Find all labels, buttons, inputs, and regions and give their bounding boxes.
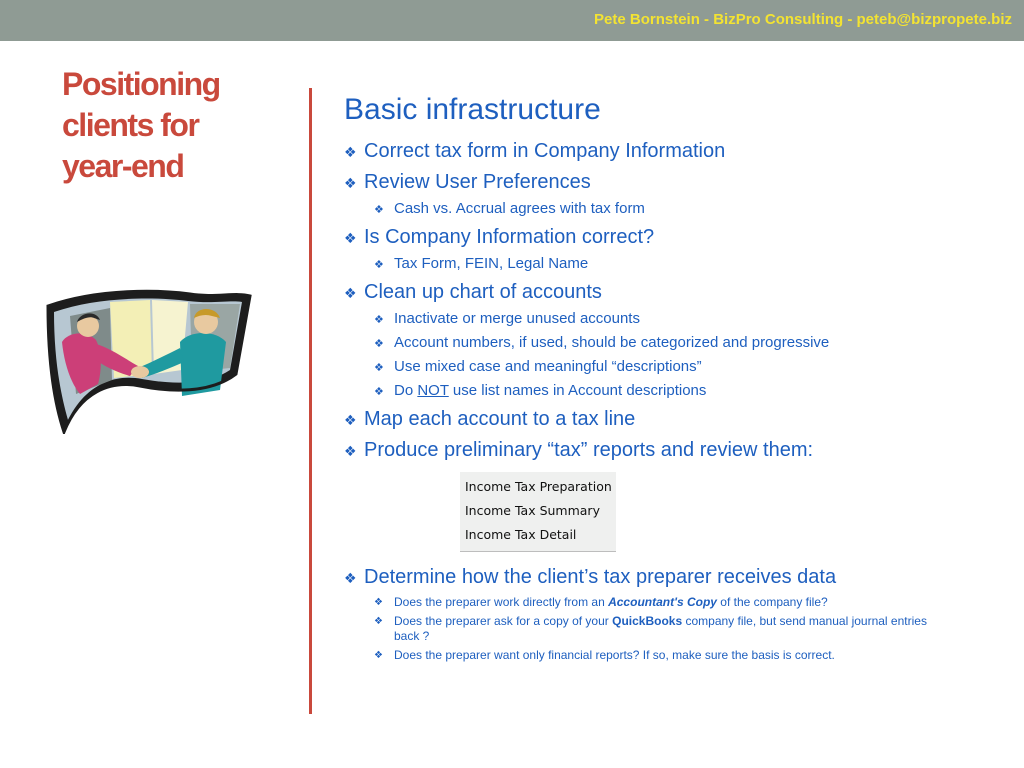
bullet-item [344, 564, 964, 591]
sub-bullet-text: Cash vs. Accrual agrees with tax form [394, 200, 645, 217]
bullet-text: Is Company Information correct? [364, 226, 655, 248]
sub-bullet-item [344, 333, 964, 354]
sub-bullet-item [344, 309, 964, 330]
sub-bullet-item [344, 648, 964, 663]
bullet-item [344, 437, 964, 464]
text-segment: of the company file? [716, 595, 828, 609]
menu-item-income-tax-detail: Income Tax Detail [465, 527, 577, 542]
diamond-bullet-icon: ❖ [344, 144, 357, 160]
sub-bullet-item [344, 199, 964, 220]
content-heading: Basic infrastructure [344, 93, 601, 126]
header-bar [0, 0, 1024, 41]
header-contact-text: Pete Bornstein - BizPro Consulting - peteb@bizpropete.biz [594, 11, 1012, 28]
menu-item-income-tax-summary: Income Tax Summary [465, 503, 600, 518]
sub-bullet-item [344, 381, 964, 402]
diamond-bullet-icon: ❖ [374, 338, 384, 350]
sub-bullet-text: Use mixed case and meaningful “descriptions” [394, 358, 702, 375]
bullet-text: Produce preliminary “tax” reports and review them: [364, 439, 814, 461]
bullet-text: Correct tax form in Company Information [364, 140, 726, 162]
text-segment: Do [394, 382, 418, 399]
sub-bullet-text: Account numbers, if used, should be categorized and progressive [394, 334, 830, 351]
bullet-text: Clean up chart of accounts [364, 281, 602, 303]
sub-bullet-item [344, 614, 964, 644]
diamond-bullet-icon: ❖ [374, 616, 383, 627]
handshake-clipart-icon [40, 282, 254, 434]
diamond-bullet-icon: ❖ [374, 650, 383, 661]
slide-title [62, 64, 282, 187]
diamond-bullet-icon: ❖ [344, 570, 357, 586]
sub-bullet-item [344, 595, 964, 610]
menu-item-income-tax-preparation: Income Tax Preparation [465, 479, 612, 494]
sub-bullet-text: Tax Form, FEIN, Legal Name [394, 255, 589, 272]
diamond-bullet-icon: ❖ [374, 597, 383, 608]
sub-bullet-item [344, 254, 964, 275]
sub-bullet-text [394, 595, 828, 610]
emphasis-quickbooks: QuickBooks [612, 614, 683, 628]
sub-bullet-text [394, 614, 954, 644]
diamond-bullet-icon: ❖ [374, 204, 384, 216]
bullet-list [344, 134, 964, 663]
sub-bullet-text [394, 381, 706, 401]
sub-bullet-text: Does the preparer want only financial reports? If so, make sure the basis is correct. [394, 648, 835, 662]
bullet-text: Review User Preferences [364, 171, 591, 193]
slide-title-line: clients for [62, 107, 199, 143]
text-segment: Does the preparer work directly from an [394, 595, 609, 609]
bullet-item [344, 138, 964, 165]
diamond-bullet-icon: ❖ [344, 175, 357, 191]
diamond-bullet-icon: ❖ [374, 259, 384, 271]
diamond-bullet-icon: ❖ [344, 230, 357, 246]
slide-title-line: Positioning [62, 66, 220, 102]
text-segment: Does the preparer ask for a copy of your [394, 614, 613, 628]
bullet-item [344, 169, 964, 196]
sub-bullet-text: Inactivate or merge unused accounts [394, 310, 640, 327]
bullet-text: Determine how the client’s tax preparer receives data [364, 566, 837, 588]
slide-title-line: year-end [62, 148, 184, 184]
bullet-item [344, 224, 964, 251]
diamond-bullet-icon: ❖ [344, 412, 357, 428]
diamond-bullet-icon: ❖ [374, 362, 384, 374]
bullet-item [344, 279, 964, 306]
bullet-text: Map each account to a tax line [364, 408, 636, 430]
emphasis-accountants-copy: Accountant's Copy [608, 595, 717, 609]
vertical-divider [309, 88, 312, 714]
text-segment: company file, but send manual journal entries back ? [394, 614, 927, 643]
diamond-bullet-icon: ❖ [344, 443, 357, 459]
reports-menu-screenshot [460, 472, 616, 552]
bullet-item [344, 406, 964, 433]
diamond-bullet-icon: ❖ [374, 386, 384, 398]
sub-bullet-item [344, 357, 964, 378]
diamond-bullet-icon: ❖ [374, 314, 384, 326]
text-segment: use list names in Account descriptions [448, 382, 707, 399]
diamond-bullet-icon: ❖ [344, 285, 357, 301]
emphasis-not: NOT [417, 382, 449, 399]
